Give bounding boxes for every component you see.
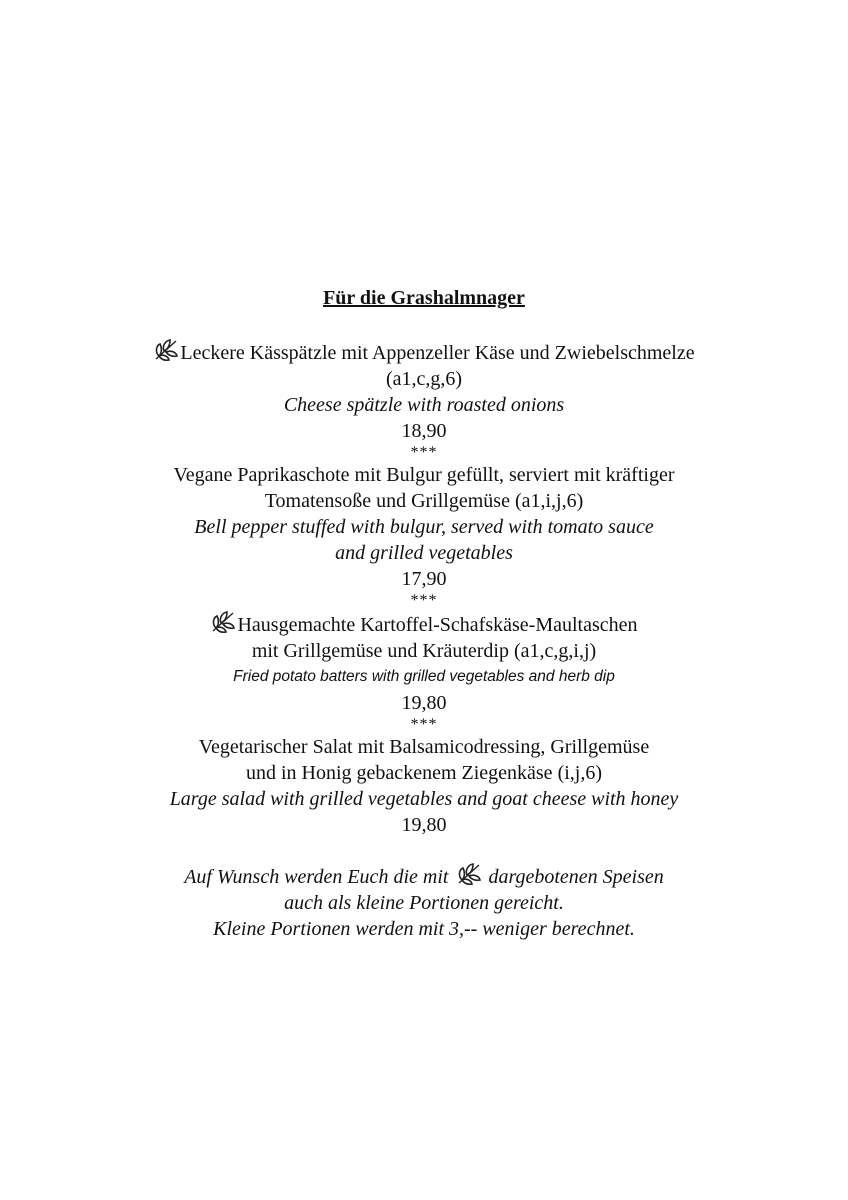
- dish-separator: ***: [410, 592, 438, 609]
- dish-price: 19,80: [401, 814, 447, 836]
- dish-english-name: and grilled vegetables: [335, 542, 513, 564]
- leaf-icon: [210, 610, 236, 634]
- dish-name-line: Leckere Kässpätzle mit Appenzeller Käse und Zwiebelschmelze: [0, 338, 848, 366]
- dish-name-line: Vegane Paprikaschote mit Bulgur gefüllt, serviert mit kräftiger: [173, 464, 675, 486]
- dish-price: 17,90: [401, 568, 447, 590]
- menu-section: [0, 285, 848, 942]
- leaf-icon: [153, 338, 179, 362]
- dish-paprikaschote: [0, 462, 848, 610]
- dish-name-line: mit Grillgemüse und Kräuterdip (a1,c,g,i,j): [251, 640, 597, 662]
- leaf-icon: [456, 862, 482, 886]
- dish-name-line: und in Honig gebackenem Ziegenkäse (i,j,6): [246, 762, 602, 784]
- dish-price: 18,90: [401, 420, 447, 442]
- dish-separator: ***: [410, 444, 438, 461]
- note-line: auch als kleine Portionen gereicht.: [284, 892, 564, 914]
- note-line: Kleine Portionen werden mit 3,-- weniger berechnet.: [213, 918, 635, 940]
- dish-price: 19,80: [401, 692, 447, 714]
- dish-kaesspaetzle: [0, 338, 848, 462]
- note-line: Auf Wunsch werden Euch die mit dargebotenen Speisen: [0, 862, 848, 890]
- dish-name-line: Tomatensoße und Grillgemüse (a1,i,j,6): [264, 490, 584, 512]
- dish-allergens: (a1,c,g,6): [385, 368, 463, 390]
- dish-maultaschen: [0, 610, 848, 734]
- dish-english-name: Fried potato batters with grilled vegetables and herb dip: [233, 668, 615, 685]
- dish-english-name: Bell pepper stuffed with bulgur, served with tomato sauce: [194, 516, 654, 538]
- dish-english-name: Cheese spätzle with roasted onions: [283, 394, 565, 416]
- dish-name-line: Vegetarischer Salat mit Balsamicodressing, Grillgemüse: [198, 736, 650, 758]
- section-title: Für die Grashalmnager: [323, 287, 525, 309]
- dish-salat: [0, 734, 848, 838]
- dish-separator: ***: [410, 716, 438, 733]
- small-portions-note: [0, 862, 848, 942]
- dish-name-line: Hausgemachte Kartoffel-Schafskäse-Maultaschen: [0, 610, 848, 638]
- dish-english-name: Large salad with grilled vegetables and goat cheese with honey: [169, 788, 679, 810]
